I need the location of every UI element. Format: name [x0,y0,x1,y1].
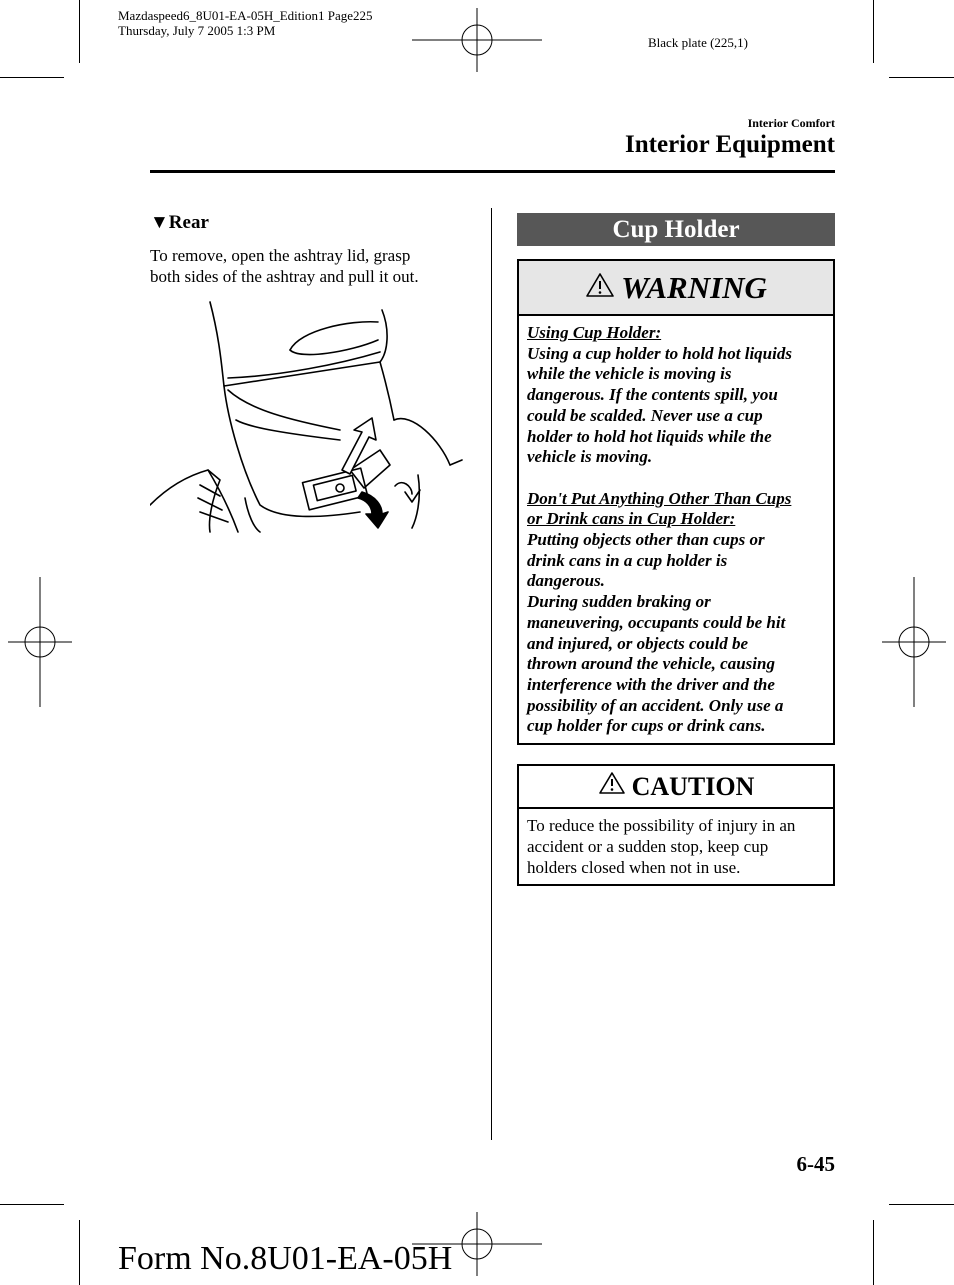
caution-triangle-icon [598,771,626,802]
crop-mark [79,0,80,63]
warning-header [519,261,833,316]
caution-line: accident or a sudden stop, keep cup [527,837,769,856]
warning-line: interference with the driver and the [527,674,775,694]
warning-line: thrown around the vehicle, causing [527,654,775,674]
spacer [527,468,825,489]
warning-line: Using a cup holder to hold hot liquids [527,343,792,363]
chapter-label: Interior Comfort [747,116,835,130]
print-info-line2: Thursday, July 7 2005 1:3 PM [118,23,276,38]
warning-line: and injured, or objects could be [527,633,749,653]
warning-line: drink cans in a cup holder is [527,550,728,570]
caution-line: To reduce the possibility of injury in an [527,816,796,835]
warning-line: possibility of an accident. Only use a [527,695,784,715]
warning-line: cup holder for cups or drink cans. [527,716,766,736]
warning-line: holder to hold hot liquids while the [527,426,772,446]
ashtray-illustration [150,300,470,540]
warning-item-title: Don't Put Anything Other Than Cups [527,488,792,508]
warning-line: could be scalded. Never use a cup [527,405,763,425]
plate-info: Black plate (225,1) [648,35,748,50]
cup-holder-banner: Cup Holder [517,213,835,246]
warning-title: WARNING [621,269,767,305]
warning-item-title: Using Cup Holder: [527,323,662,342]
crop-mark [0,1204,64,1205]
crop-mark [889,77,954,78]
crop-mark [889,1204,954,1205]
warning-triangle-icon [585,270,615,306]
warning-item-title: or Drink cans in Cup Holder: [527,509,736,529]
registration-crosshair-icon [412,8,542,72]
crop-mark [79,1220,80,1285]
warning-line: maneuvering, occupants could be hit [527,612,786,632]
warning-line: dangerous. [527,571,605,591]
crop-mark [873,0,874,63]
caution-title: CAUTION [631,771,755,801]
warning-line: while the vehicle is moving is [527,364,732,384]
column-divider [491,208,492,1140]
form-number: Form No.8U01-EA-05H [118,1240,453,1277]
print-info [118,8,373,38]
caution-box [517,764,835,886]
warning-body [519,316,833,737]
subheading-rear: ▼Rear [150,212,209,233]
registration-crosshair-icon [8,577,72,707]
print-info-line1: Mazdaspeed6_8U01-EA-05H_Edition1 Page225 [118,8,373,23]
caution-body [519,809,833,884]
warning-line: dangerous. If the contents spill, you [527,385,778,405]
warning-line: vehicle is moving. [527,447,653,467]
warning-line: During sudden braking or [527,592,711,612]
registration-crosshair-icon [882,577,946,707]
caution-header [519,766,833,809]
rear-paragraph [150,245,419,287]
warning-box [517,259,835,745]
section-title: Interior Equipment [625,131,835,158]
caution-line: holders closed when not in use. [527,858,741,877]
page-number: 6-45 [796,1152,835,1176]
crop-mark [0,77,64,78]
text-line: To remove, open the ashtray lid, grasp [150,246,411,265]
text-line: both sides of the ashtray and pull it out. [150,267,419,286]
crop-mark [873,1220,874,1285]
warning-line: Putting objects other than cups or [527,530,765,550]
header-rule [150,170,835,173]
